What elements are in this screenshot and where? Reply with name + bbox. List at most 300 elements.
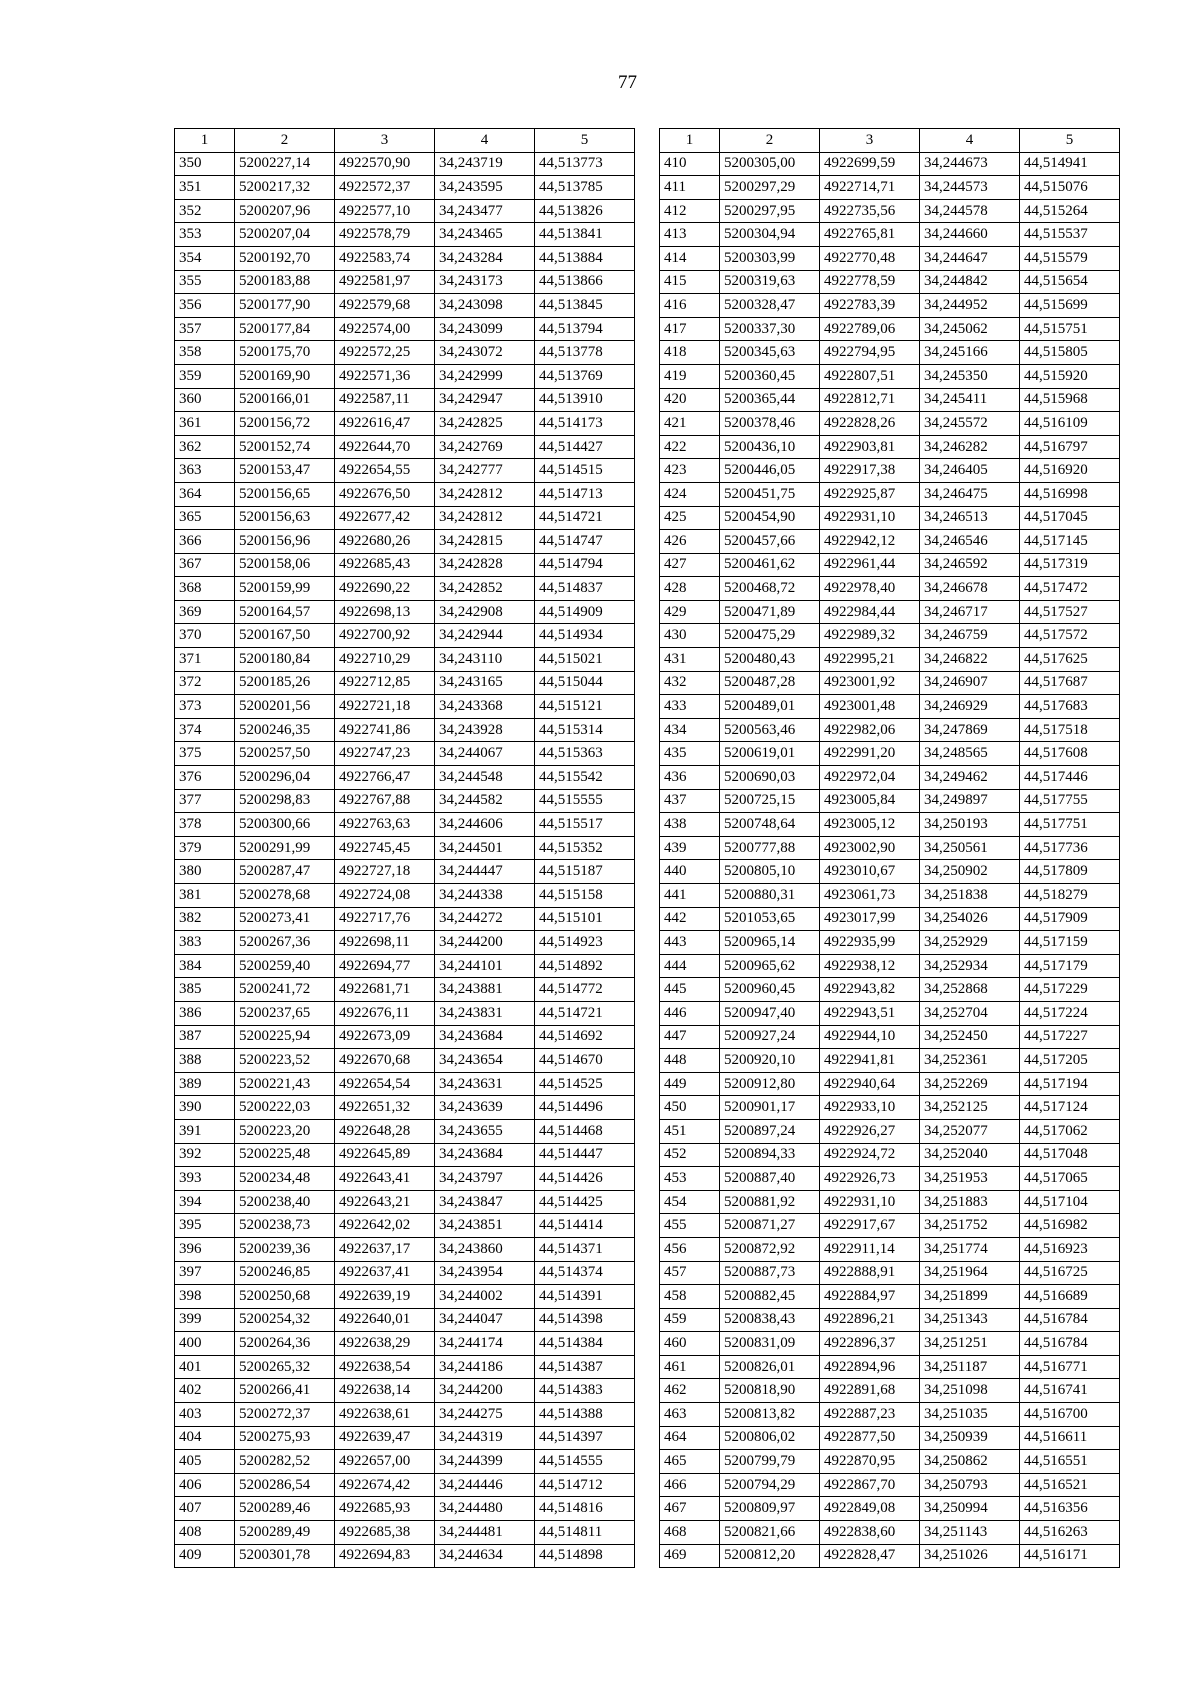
table-cell: 4922717,76 [335,907,435,931]
table-row [175,176,635,200]
table-cell: 44,517179 [1020,954,1120,978]
table-cell: 34,252040 [920,1143,1020,1167]
table-cell: 426 [660,530,720,554]
table-row [660,1497,1120,1521]
table-cell: 44,514426 [535,1167,635,1191]
table-cell: 5200475,29 [720,624,820,648]
table-cell: 5200454,90 [720,506,820,530]
table-cell: 380 [175,860,235,884]
table-row [175,246,635,270]
column-header-2: 2 [235,129,335,153]
table-cell: 395 [175,1214,235,1238]
table-cell: 34,249897 [920,789,1020,813]
table-row [175,600,635,624]
table-cell: 4922676,11 [335,1001,435,1025]
table-cell: 34,244319 [435,1426,535,1450]
table-cell: 4922767,88 [335,789,435,813]
table-cell: 446 [660,1001,720,1025]
table-cell: 468 [660,1521,720,1545]
table-cell: 4922574,00 [335,317,435,341]
table-row [175,1332,635,1356]
table-row [660,1355,1120,1379]
table-cell: 454 [660,1190,720,1214]
table-cell: 44,515517 [535,813,635,837]
table-cell: 419 [660,364,720,388]
table-cell: 44,513845 [535,294,635,318]
table-cell: 34,244275 [435,1403,535,1427]
table-cell: 34,244647 [920,246,1020,270]
table-cell: 34,251343 [920,1308,1020,1332]
table-row [175,1119,635,1143]
table-cell: 440 [660,860,720,884]
table-cell: 34,246759 [920,624,1020,648]
table-row [660,530,1120,554]
table-row [660,388,1120,412]
table-cell: 44,515920 [1020,364,1120,388]
table-row [660,152,1120,176]
table-cell: 44,517736 [1020,836,1120,860]
table-cell: 5200360,45 [720,364,820,388]
table-cell: 414 [660,246,720,270]
table-cell: 34,246929 [920,695,1020,719]
table-cell: 423 [660,459,720,483]
table-row [175,1544,635,1568]
table-row [175,648,635,672]
table-cell: 44,515158 [535,884,635,908]
table-cell: 5200947,40 [720,1001,820,1025]
table-row [660,223,1120,247]
table-cell: 34,250561 [920,836,1020,860]
table-cell: 410 [660,152,720,176]
table-cell: 4922685,93 [335,1497,435,1521]
table-cell: 44,516611 [1020,1426,1120,1450]
table-row [175,766,635,790]
table-cell: 5200234,48 [235,1167,335,1191]
table-cell: 462 [660,1379,720,1403]
table-row [660,1426,1120,1450]
table-cell: 34,251838 [920,884,1020,908]
table-cell: 4922643,21 [335,1190,435,1214]
table-cell: 4922972,04 [820,766,920,790]
table-cell: 44,514468 [535,1119,635,1143]
table-cell: 399 [175,1308,235,1332]
table-cell: 5200185,26 [235,671,335,695]
table-row [660,459,1120,483]
table-cell: 4922735,56 [820,199,920,223]
table-cell: 34,244002 [435,1285,535,1309]
table-cell: 44,517159 [1020,931,1120,955]
table-row [660,317,1120,341]
table-cell: 34,244200 [435,931,535,955]
table-cell: 5200201,56 [235,695,335,719]
table-cell: 5200264,36 [235,1332,335,1356]
table-cell: 453 [660,1167,720,1191]
table-row [660,1119,1120,1143]
table-cell: 4922644,70 [335,435,435,459]
table-row [175,530,635,554]
table-cell: 4922657,00 [335,1450,435,1474]
table-cell: 34,251143 [920,1521,1020,1545]
table-cell: 44,514721 [535,506,635,530]
table-cell: 34,243368 [435,695,535,719]
table-cell: 4922763,63 [335,813,435,837]
table-cell: 5200289,46 [235,1497,335,1521]
table-cell: 4922721,18 [335,695,435,719]
table-cell: 374 [175,718,235,742]
table-cell: 44,517124 [1020,1096,1120,1120]
table-cell: 5200794,29 [720,1473,820,1497]
table-cell: 44,517751 [1020,813,1120,837]
table-cell: 4922925,87 [820,482,920,506]
table-cell: 44,514892 [535,954,635,978]
table-cell: 44,514811 [535,1521,635,1545]
table-cell: 376 [175,766,235,790]
table-cell: 34,244578 [920,199,1020,223]
table-cell: 44,514837 [535,577,635,601]
table-row [175,317,635,341]
table-row [660,246,1120,270]
table-cell: 4922642,02 [335,1214,435,1238]
table-cell: 34,243851 [435,1214,535,1238]
table-cell: 455 [660,1214,720,1238]
table-cell: 44,515363 [535,742,635,766]
table-cell: 34,245411 [920,388,1020,412]
column-header-4: 4 [435,129,535,153]
table-cell: 4922747,23 [335,742,435,766]
table-cell: 4922941,81 [820,1049,920,1073]
coordinates-table-left [174,128,635,1568]
table-cell: 5200965,62 [720,954,820,978]
table-cell: 34,251964 [920,1261,1020,1285]
table-cell: 421 [660,412,720,436]
table-cell: 34,242908 [435,600,535,624]
table-cell: 4922783,39 [820,294,920,318]
table-cell: 5200238,40 [235,1190,335,1214]
table-cell: 34,250902 [920,860,1020,884]
table-cell: 34,242999 [435,364,535,388]
table-cell: 4922789,06 [820,317,920,341]
table-cell: 383 [175,931,235,955]
table-cell: 4922891,68 [820,1379,920,1403]
table-cell: 5200894,33 [720,1143,820,1167]
table-cell: 4922926,27 [820,1119,920,1143]
table-cell: 34,243173 [435,270,535,294]
table-cell: 34,244842 [920,270,1020,294]
table-cell: 4922867,70 [820,1473,920,1497]
table-cell: 4923061,73 [820,884,920,908]
table-cell: 5200207,04 [235,223,335,247]
table-cell: 5200489,01 [720,695,820,719]
table-row [175,388,635,412]
table-cell: 373 [175,695,235,719]
table-body-left [175,152,635,1568]
table-row [660,860,1120,884]
table-row [660,978,1120,1002]
table-cell: 34,243831 [435,1001,535,1025]
table-cell: 34,251883 [920,1190,1020,1214]
table-cell: 448 [660,1049,720,1073]
table-cell: 5200826,01 [720,1355,820,1379]
table-cell: 370 [175,624,235,648]
table-cell: 4922727,18 [335,860,435,884]
table-cell: 44,516521 [1020,1473,1120,1497]
table-cell: 44,514371 [535,1237,635,1261]
table-cell: 5200912,80 [720,1072,820,1096]
table-cell: 34,243110 [435,648,535,672]
column-header-5: 5 [535,129,635,153]
table-cell: 34,244673 [920,152,1020,176]
table-cell: 430 [660,624,720,648]
table-cell: 34,243797 [435,1167,535,1191]
table-cell: 447 [660,1025,720,1049]
table-cell: 5200297,29 [720,176,820,200]
table-cell: 4922849,08 [820,1497,920,1521]
table-cell: 34,244200 [435,1379,535,1403]
table-cell: 379 [175,836,235,860]
table-cell: 413 [660,223,720,247]
table-row [175,931,635,955]
table-row [175,742,635,766]
table-row [660,884,1120,908]
table-cell: 34,244952 [920,294,1020,318]
table-cell: 4922926,73 [820,1167,920,1191]
table-cell: 5200965,14 [720,931,820,955]
table-cell: 34,246907 [920,671,1020,695]
table-cell: 44,518279 [1020,884,1120,908]
table-cell: 44,514692 [535,1025,635,1049]
table-cell: 5200207,96 [235,199,335,223]
table-cell: 44,516171 [1020,1544,1120,1568]
table-header-row [175,129,635,153]
table-cell: 368 [175,577,235,601]
table-cell: 365 [175,506,235,530]
table-cell: 461 [660,1355,720,1379]
table-cell: 5200286,54 [235,1473,335,1497]
table-cell: 34,249462 [920,766,1020,790]
table-cell: 34,252868 [920,978,1020,1002]
table-cell: 34,251026 [920,1544,1020,1568]
table-row [660,1450,1120,1474]
table-cell: 4922935,99 [820,931,920,955]
table-cell: 5200337,30 [720,317,820,341]
table-cell: 4923017,99 [820,907,920,931]
table-cell: 34,251899 [920,1285,1020,1309]
table-cell: 4922654,54 [335,1072,435,1096]
table-cell: 34,248565 [920,742,1020,766]
table-cell: 44,516356 [1020,1497,1120,1521]
table-cell: 44,513785 [535,176,635,200]
table-cell: 44,516689 [1020,1285,1120,1309]
table-cell: 34,251251 [920,1332,1020,1356]
table-cell: 4922989,32 [820,624,920,648]
table-cell: 404 [175,1426,235,1450]
table-cell: 4922587,11 [335,388,435,412]
table-row [660,553,1120,577]
table-cell: 465 [660,1450,720,1474]
table-cell: 44,513866 [535,270,635,294]
table-cell: 5200328,47 [720,294,820,318]
table-cell: 44,513769 [535,364,635,388]
table-cell: 44,515021 [535,648,635,672]
table-cell: 4922942,12 [820,530,920,554]
table-cell: 44,515751 [1020,317,1120,341]
table-cell: 5200901,17 [720,1096,820,1120]
table-row [660,506,1120,530]
table-cell: 44,514391 [535,1285,635,1309]
table-cell: 452 [660,1143,720,1167]
table-cell: 34,246282 [920,435,1020,459]
table-cell: 4922917,38 [820,459,920,483]
table-cell: 34,244660 [920,223,1020,247]
table-cell: 4922637,41 [335,1261,435,1285]
table-body-right [660,152,1120,1568]
table-cell: 34,244101 [435,954,535,978]
table-cell: 34,243655 [435,1119,535,1143]
table-cell: 4922838,60 [820,1521,920,1545]
table-row [175,435,635,459]
table-cell: 428 [660,577,720,601]
table-cell: 5200880,31 [720,884,820,908]
table-cell: 5200725,15 [720,789,820,813]
table-cell: 5200821,66 [720,1521,820,1545]
table-cell: 4922681,71 [335,978,435,1002]
table-cell: 438 [660,813,720,837]
table-cell: 5200167,50 [235,624,335,648]
table-cell: 34,252450 [920,1025,1020,1049]
table-cell: 44,514414 [535,1214,635,1238]
table-cell: 44,517683 [1020,695,1120,719]
table-cell: 432 [660,671,720,695]
table-cell: 463 [660,1403,720,1427]
table-row [175,459,635,483]
table-row [660,1143,1120,1167]
table-cell: 44,514398 [535,1308,635,1332]
table-cell: 44,517527 [1020,600,1120,624]
table-cell: 4922944,10 [820,1025,920,1049]
table-row [175,1285,635,1309]
table-cell: 44,515542 [535,766,635,790]
table-cell: 4922807,51 [820,364,920,388]
table-cell: 44,516109 [1020,412,1120,436]
table-cell: 382 [175,907,235,931]
table-cell: 4922940,64 [820,1072,920,1096]
table-cell: 5200246,85 [235,1261,335,1285]
table-cell: 371 [175,648,235,672]
table-cell: 406 [175,1473,235,1497]
table-cell: 5200298,83 [235,789,335,813]
table-cell: 5200451,75 [720,482,820,506]
column-header-1: 1 [660,129,720,153]
table-cell: 408 [175,1521,235,1545]
table-cell: 5200254,32 [235,1308,335,1332]
table-row [660,648,1120,672]
table-row [175,577,635,601]
table-cell: 5200177,84 [235,317,335,341]
table-cell: 409 [175,1544,235,1568]
table-cell: 44,516263 [1020,1521,1120,1545]
table-row [175,1426,635,1450]
table-cell: 464 [660,1426,720,1450]
table-row [660,435,1120,459]
table-cell: 4922694,77 [335,954,435,978]
table-cell: 5200881,92 [720,1190,820,1214]
table-cell: 34,243654 [435,1049,535,1073]
table-cell: 390 [175,1096,235,1120]
table-row [660,294,1120,318]
table-cell: 4922917,67 [820,1214,920,1238]
table-cell: 44,517045 [1020,506,1120,530]
table-row [660,766,1120,790]
table-cell: 34,247869 [920,718,1020,742]
table-cell: 44,516784 [1020,1332,1120,1356]
table-cell: 34,244338 [435,884,535,908]
table-cell: 34,246513 [920,506,1020,530]
table-cell: 44,517572 [1020,624,1120,648]
table-cell: 44,514425 [535,1190,635,1214]
table-cell: 5200887,40 [720,1167,820,1191]
table-cell: 5200223,20 [235,1119,335,1143]
table-cell: 4922931,10 [820,1190,920,1214]
table-cell: 44,516982 [1020,1214,1120,1238]
table-cell: 44,515076 [1020,176,1120,200]
table-cell: 429 [660,600,720,624]
table-cell: 5200246,35 [235,718,335,742]
table-cell: 34,242944 [435,624,535,648]
table-cell: 44,517687 [1020,671,1120,695]
table-cell: 400 [175,1332,235,1356]
table-row [660,1521,1120,1545]
table-row [660,199,1120,223]
table-cell: 4922991,20 [820,742,920,766]
table-cell: 4922724,08 [335,884,435,908]
table-cell: 402 [175,1379,235,1403]
table-row [175,1214,635,1238]
table-cell: 5200282,52 [235,1450,335,1474]
table-cell: 5200920,10 [720,1049,820,1073]
table-cell: 5200301,78 [235,1544,335,1568]
table-row [175,1237,635,1261]
table-cell: 5200319,63 [720,270,820,294]
table-cell: 34,242815 [435,530,535,554]
table-cell: 44,517194 [1020,1072,1120,1096]
table-cell: 44,517145 [1020,530,1120,554]
table-cell: 4922938,12 [820,954,920,978]
table-cell: 389 [175,1072,235,1096]
table-row [660,718,1120,742]
table-row [175,482,635,506]
table-cell: 439 [660,836,720,860]
table-cell: 416 [660,294,720,318]
table-row [660,1049,1120,1073]
table-cell: 412 [660,199,720,223]
table-cell: 34,252929 [920,931,1020,955]
table-cell: 375 [175,742,235,766]
table-cell: 460 [660,1332,720,1356]
table-cell: 44,517048 [1020,1143,1120,1167]
table-cell: 433 [660,695,720,719]
table-cell: 5200275,93 [235,1426,335,1450]
table-cell: 5200272,37 [235,1403,335,1427]
table-cell: 398 [175,1285,235,1309]
table-cell: 44,516725 [1020,1261,1120,1285]
table-cell: 44,515654 [1020,270,1120,294]
table-cell: 4922578,79 [335,223,435,247]
table-row [660,1167,1120,1191]
table-row [175,1190,635,1214]
table-cell: 44,514387 [535,1355,635,1379]
table-row [175,1379,635,1403]
table-row [660,1072,1120,1096]
